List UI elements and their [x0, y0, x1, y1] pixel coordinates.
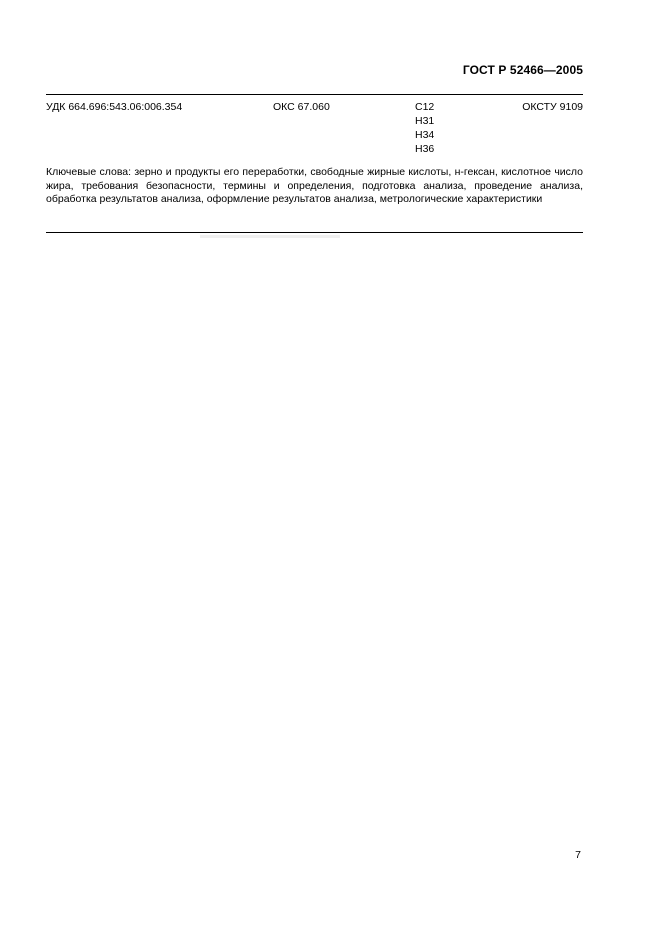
scan-artifact [200, 235, 340, 238]
page-number: 7 [575, 849, 581, 861]
top-divider [46, 94, 583, 95]
category-code: Н36 [415, 143, 435, 155]
category-code: Н34 [415, 129, 435, 141]
standard-designation: ГОСТ Р 52466—2005 [462, 63, 583, 77]
oks-code: ОКС 67.060 [273, 101, 330, 113]
bottom-divider [46, 232, 583, 233]
keywords-paragraph: Ключевые слова: зерно и продукты его переработки, свободные жирные кислоты, н-гексан, кислотное число жира, требования безопасности, термины и определения, подготовка анализа, проведение анализа, обработка результатов анализа, оформление результатов анализа, метрологические характеристики [46, 166, 583, 205]
category-code: С12 [415, 101, 435, 113]
category-codes [415, 100, 434, 156]
udk-code: УДК 664.696:543.06:006.354 [46, 101, 183, 113]
category-code: Н31 [415, 115, 435, 127]
okstu-code: ОКСТУ 9109 [522, 101, 583, 113]
